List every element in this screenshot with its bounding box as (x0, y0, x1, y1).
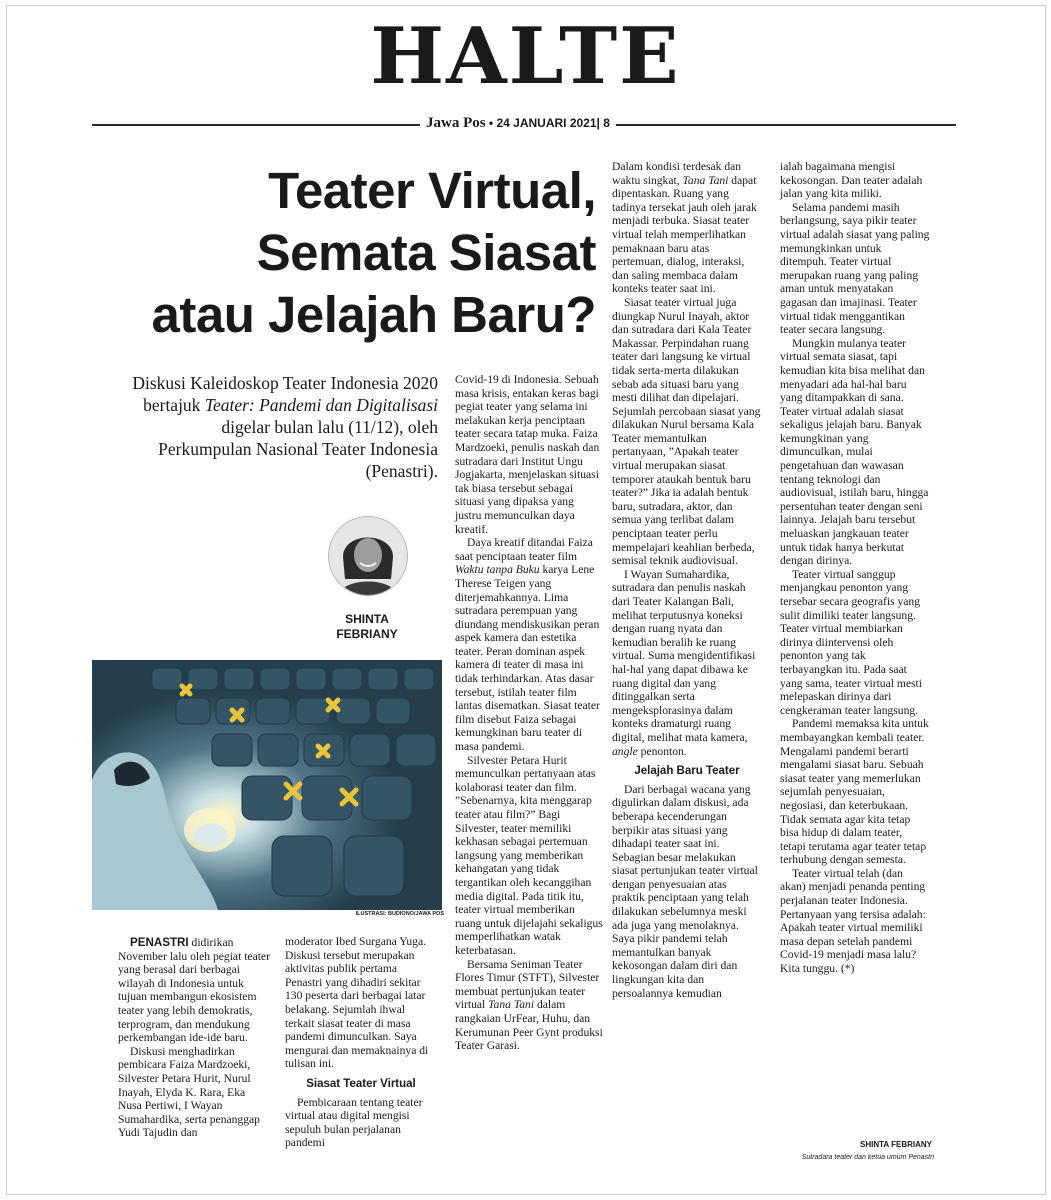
intro-deck (128, 372, 438, 482)
paragraph: ialah bagaimana mengisi kekosongan. Dan teater adalah jalan yang kita miliki. (780, 160, 923, 201)
body-column-5 (780, 160, 930, 976)
paragraph-text: didirikan November lalu oleh pegiat teater yang berasal dari berbagai wilayah di Indonesia untuk tujuan membangun ekosistem teater yang lebih demokratis, terprogram, dan mendukung perkembangan ide-ide baru. (118, 936, 270, 1045)
paragraph (612, 568, 762, 758)
body-column-4 (612, 160, 762, 1000)
headline-line-1: Teater Virtual, (268, 162, 596, 219)
paragraph-text: dapat dipentaskan. Ruang yang tadinya tersekat jauh oleh jarak menjadi terbuka. Siasat teater virtual telah memperlihatkan pemaknaan baru atas pertemuan, dialog, interaksi, dan saling membaca dalam konteks teater saat ini. (612, 173, 757, 296)
headline-line-2: Semata Siasat (256, 224, 596, 281)
subheading-jelajah: Jelajah Baru Teater (634, 765, 740, 778)
lead-word: PENASTRI (130, 936, 189, 949)
author-first-name: SHINTA (345, 612, 389, 626)
folio-line (420, 114, 616, 132)
signature-role: Sutradara teater dan ketua umum Penastri (801, 1154, 934, 1161)
signature-name: SHINTA FEBRIANY (860, 1140, 932, 1149)
paragraph-text: penonton. (637, 744, 687, 758)
paragraph-text: Bersama Seniman Teater Flores Timur (STFT), Silvester membuat pertunjukan teater virtual (455, 957, 600, 1012)
author-name (318, 612, 416, 642)
paragraph (455, 958, 603, 1053)
paragraph: Pandemi memaksa kita untuk membayangkan kembali teater. Mengalami pandemi berarti mengalami siasat baru. Sebuah siasat teater yang memerlukan sejumlah penyesuaian, negosiasi, dan keterbukaan. Tidak semata agar kita tetap bisa hidup di dalam teater, tetapi terutama agar teater tetap terhubung dengan semesta. (780, 717, 929, 867)
film-title: Waktu tanpa Buku (455, 563, 540, 577)
paper-name: Jawa Pos (426, 115, 486, 131)
headline-line-3: atau Jelajah Baru? (151, 286, 596, 343)
intro-text-1: Diskusi Kaleidoskop Teater Indonesia 2020 bertajuk (132, 373, 438, 415)
paragraph: Dari berbagai wacana yang digulirkan dalam diskusi, ada beberapa kecenderungan berpikir atas situasi yang dihadapi teater saat ini. Sebagian besar melakukan siasat pertunjukan teater virtual dengan penyesuaian atas praktik penciptaan yang telah dilakukan sebelumnya meski ada juga yang menolaknya. Saya pikir pandemi telah memantulkan banyak kekosongan dalam diri dan lingkungan kita dan persoalannya kemudian (612, 782, 758, 1000)
body-column-3 (455, 373, 603, 1053)
paragraph-text: Dalam kondisi terdesak dan waktu singkat, (612, 160, 742, 187)
paragraph: Teater virtual telah (dan akan) menjadi penanda penting perjalanan teater Indonesia. Pertanyaan yang tersisa adalah: Apakah teater virtual memiliki masa depan setelah pandemi Covid-19 menjadi masa lalu? Kita tunggu. (*) (780, 866, 926, 976)
paragraph: Mungkin mulanya teater virtual semata siasat, tapi kemudian kita bisa melihat dan menyadari ada hal-hal baru yang ditampakkan di sana. Teater virtual adalah siasat sekaligus jelajah baru. Banyak kemungkinan yang dimunculkan, mulai pengetahuan dan wawasan tentang teknologi dan audiovisual, istilah baru, hingga persentuhan teater dengan seni lainnya. Jelajah baru tersebut meluaskan jangkauan teater untuk tidak hanya berkutat dengan dirinya. (780, 336, 929, 568)
issue-date: 24 JANUARI 2021 (496, 116, 597, 130)
masthead-title: HALTE (370, 11, 681, 102)
paragraph: Siasat teater virtual juga diungkap Nurul Inayah, aktor dan sutradara dari Kala Teater Makassar. Perpindahan ruang teater dari langsung ke virtual tidak serta-merta dilakukan sebab ada situasi baru yang mesti dilihat dan dipelajari. Sejumlah percobaan siasat yang dilakukan Nurul bersama Kala Teater memantulkan pertanyaan, ”Apakah teater virtual merupakan siasat temporer ataukah bentuk baru teater?” Jika ia adalah bentuk baru, sutradara, aktor, dan semua yang terlibat dalam penciptaan teater perlu mempelajari keahlian berbeda, semisal teknik audiovisual. (612, 295, 761, 568)
body-column-2 (285, 935, 437, 1150)
paragraph-text: dalam rangkaian UrFear, Huhu, dan Kerumunan Peer Gynt produksi Teater Garasi. (455, 998, 603, 1053)
paragraph: moderator Ibed Surgana Yuga. Diskusi tersebut merupakan aktivitas publik pertama Penastri yang dihadiri sekitar 130 peserta dari berbagai latar belakang. Sejumlah ihwal terkait siasat teater di masa pandemi dimunculkan. Saya mengurai dan memaknainya di tulisan ini. (285, 935, 429, 1071)
show-title: Tana Tani (682, 173, 729, 187)
paragraph-text: karya Lene Therese Teigen yang diterjemahkannya. Lima sutradara perempuan yang diundang mendiskusikan peran aspek kamera dan estetika teater. Peran dominan aspek kamera di teater di masa ini tidak terhindarkan. Atas dasar tersebut, istilah teater film lantas disematkan. Siasat teater film disebut Faiza sebagai kemungkinan baru teater di masa pandemi. (455, 563, 600, 754)
author-last-name: FEBRIANY (336, 627, 398, 641)
intro-italic-title: Teater: Pandemi dan Digitalisasi (204, 395, 438, 415)
show-title: Tana Tani (488, 998, 535, 1012)
author-photo (328, 516, 408, 596)
illustration-credit: ILUSTRASI: BUDIONO/JAWA POS (355, 911, 444, 917)
paragraph-text: Daya kreatif ditandai Faiza saat penciptaan teater film (455, 536, 593, 563)
folio-separator: • (485, 116, 497, 130)
theater-illustration (92, 660, 442, 910)
paragraph: Teater virtual sanggup menjangkau penonton yang tersebar secara geografis yang sulit dimiliki teater langsung. Teater virtual membiarkan dirinya diintervensi oleh penonton yang tak terbayangkan itu. Pada saat yang sama, teater virtual mesti melepaskan dirinya dari cengkeraman teater langsung. (780, 567, 922, 717)
intro-text-2: digelar bulan lalu (11/12), oleh Perkumpulan Nasional Teater Indonesia (Penastri). (158, 417, 438, 481)
paragraph (612, 160, 762, 296)
page-number: | 8 (596, 116, 610, 130)
paragraph (118, 936, 270, 1045)
body-column-1 (118, 936, 270, 1140)
paragraph: Selama pandemi masih berlangsung, saya pikir teater virtual adalah siasat yang paling memungkinkan untuk ditempuh. Teater virtual merupakan ruang yang paling aman untuk menyatakan gagasan dan imajinasi. Teater virtual tidak menggantikan teater secara langsung. (780, 200, 930, 337)
subheading-siasat: Siasat Teater Virtual (306, 1077, 416, 1090)
paragraph: Covid-19 di Indonesia. Sebuah masa krisis, entakan keras bagi pegiat teater yang selama ini melakukan kerja penciptaan teater secara tatap muka. Faiza Mardzoeki, penulis naskah dan sutradara dari Institut Ungu Jogjakarta, menjelaskan situasi tak biasa tersebut sebagai situasi yang dipaksa yang justru memunculkan daya kreatif. (455, 373, 600, 536)
paragraph: Diskusi menghadirkan pembicara Faiza Mardzoeki, Silvester Petara Hurit, Nurul Inayah, Elyda K. Rara, Eka Nusa Pertiwi, I Wayan Sumahardika, serta penanggap Yudi Tajudin dan (118, 1044, 260, 1140)
paragraph-text: I Wayan Sumahardika, sutradara dan penulis naskah dari Teater Kalangan Bali, melihat terputusnya koneksi dengan ruang nyata dan kemudian beralih ke ruang virtual. Suma mengidentifikasi hal-hal yang dapat dibawa ke ruang digital dan yang ditinggalkan serta mengeksplorasinya dalam konteks dramaturgi ruang digital, melihat mata kamera, (612, 567, 756, 744)
paragraph (455, 536, 603, 754)
italic-term: angle (612, 744, 638, 758)
paragraph: Pembicaraan tentang teater virtual atau digital mengisi sepuluh bulan perjalanan pandemi (285, 1095, 423, 1150)
headline (96, 160, 596, 346)
paragraph: Silvester Petara Hurit memunculkan pertanyaan atas kolaborasi teater dan film. ”Sebenarnya, kita menggarap teater atau film?” Bagi Silvester, teater memiliki kekhasan sebagai pertemuan langsung yang memberikan kehangatan yang tidak tergantikan oleh kecanggihan media digital. Pada titik itu, teater virtual memberikan ruang untuk dijelajahi sekaligus memperlihatkan watak keterbatasan. (455, 753, 603, 957)
